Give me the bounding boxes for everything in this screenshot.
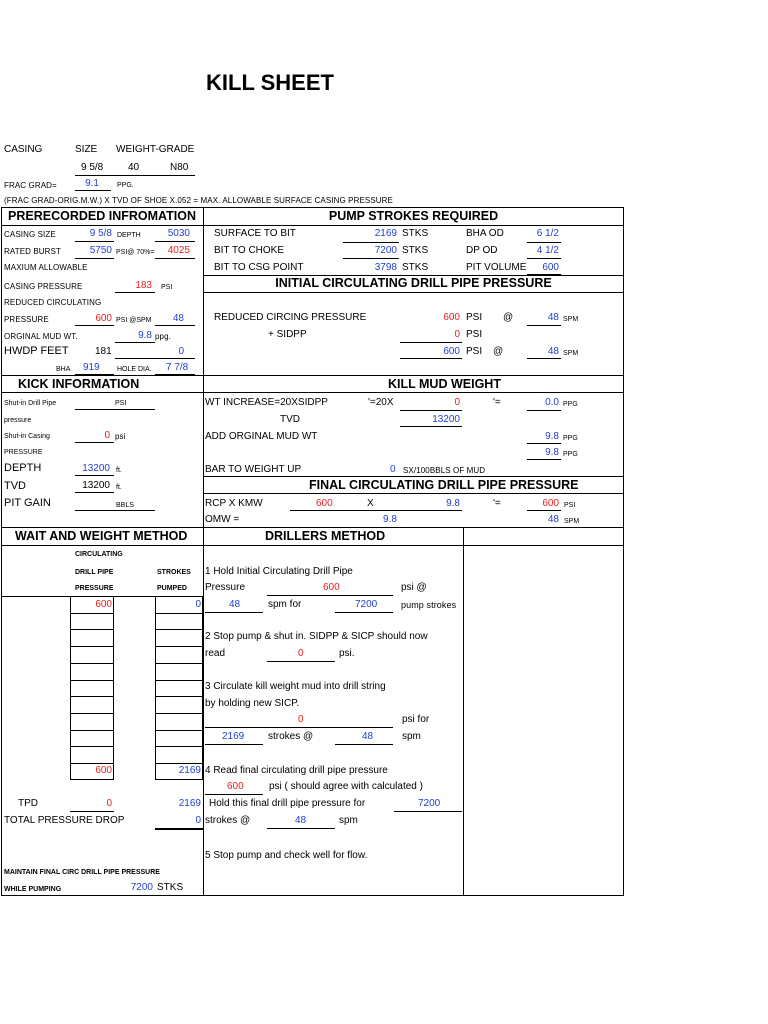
icp-sidpp-value: 0 bbox=[454, 329, 460, 340]
icp-header-bottom bbox=[204, 292, 623, 293]
pit-gain-unit: BBLS bbox=[116, 502, 134, 509]
ul bbox=[75, 325, 114, 326]
eq20x-label: '=20X bbox=[368, 397, 394, 408]
hole-dia-value: 7 7/8 bbox=[166, 362, 189, 373]
surface-to-bit-value: 2169 bbox=[374, 228, 397, 239]
ppg-label-2: PPG bbox=[563, 435, 578, 442]
pressure-label: PRESSURE bbox=[4, 315, 49, 324]
last-pressure: 600 bbox=[95, 765, 112, 776]
strokes-column-box bbox=[155, 596, 203, 780]
icp-at-label-2: @ bbox=[493, 346, 504, 357]
fcp-spm-label: SPM bbox=[564, 518, 580, 525]
orig-mud-wt-unit: ppg. bbox=[155, 332, 171, 341]
ul bbox=[75, 475, 114, 476]
stks-label-1: STKS bbox=[402, 228, 429, 239]
depth-label: DEPTH bbox=[117, 232, 141, 239]
step4-value: 600 bbox=[227, 781, 244, 792]
col2-label-1: STROKES bbox=[157, 569, 191, 576]
eq-label-1: '= bbox=[493, 397, 501, 408]
step2-psi: psi. bbox=[339, 648, 355, 659]
step2-line1: 2 Stop pump & shut in. SIDPP & SICP should now bbox=[205, 631, 428, 642]
ul bbox=[400, 358, 462, 359]
max-allow-label: MAXIUM ALLOWABLE bbox=[4, 263, 88, 272]
sidpp-label: + SIDPP bbox=[268, 329, 307, 340]
ul bbox=[527, 242, 561, 243]
size-label: SIZE bbox=[75, 144, 98, 155]
omw-label: OMW = bbox=[205, 514, 240, 525]
hwdp-label: HWDP FEET bbox=[4, 345, 69, 357]
sicp-label-2: PRESSURE bbox=[4, 449, 43, 456]
hwdp-zero: 0 bbox=[178, 346, 184, 357]
icp-reduced-value: 600 bbox=[443, 312, 460, 323]
fcp-x-label: X bbox=[367, 498, 374, 509]
psi70-value: 4025 bbox=[167, 245, 190, 256]
kick-header-bottom bbox=[1, 392, 624, 393]
ul bbox=[75, 510, 155, 511]
step3-spm-label: spm bbox=[402, 731, 421, 742]
ppg-label-1: PPG bbox=[563, 401, 578, 408]
wait-weight-header: WAIT AND WEIGHT METHOD bbox=[15, 529, 188, 543]
ul bbox=[527, 410, 561, 411]
icp-spm-label-1: SPM bbox=[563, 316, 579, 323]
reduced-pressure-value: 600 bbox=[95, 313, 112, 324]
kick-depth-value: 13200 bbox=[82, 463, 110, 474]
grid-row-line bbox=[70, 663, 114, 664]
rated-burst-value: 5750 bbox=[89, 245, 112, 256]
icp-psi-label-2: PSI bbox=[466, 329, 483, 340]
ul bbox=[75, 258, 114, 259]
frame-bottom bbox=[1, 895, 624, 896]
fcp-rcp-value: 600 bbox=[316, 498, 333, 509]
step1-strokes: 7200 bbox=[355, 599, 378, 610]
casing-label: CASING bbox=[4, 144, 43, 155]
grid-row-line bbox=[155, 730, 203, 731]
kick-header-top bbox=[1, 375, 624, 376]
psi70-label: PSI@ 70%= bbox=[116, 249, 155, 256]
ul bbox=[527, 358, 561, 359]
bar-unit: SX/100BBLS OF MUD bbox=[403, 466, 486, 475]
casing-size-label: CASING SIZE bbox=[4, 230, 56, 239]
grid-row-line bbox=[70, 730, 114, 731]
frame-left bbox=[1, 207, 2, 896]
hwdp-value: 181 bbox=[95, 346, 112, 357]
fcp-result-value: 600 bbox=[542, 498, 559, 509]
rated-burst-label: RATED BURST bbox=[4, 247, 61, 256]
wt-increase-label: WT INCREASE=20XSIDPP bbox=[205, 397, 328, 408]
col1-label-3: PRESSURE bbox=[75, 585, 114, 592]
pit-volume-value: 600 bbox=[542, 262, 559, 273]
bit-to-csg-label: BIT TO CSG POINT bbox=[214, 262, 304, 273]
frac-grad-underline bbox=[75, 190, 111, 191]
grid-row-line bbox=[155, 613, 203, 614]
ul bbox=[70, 811, 114, 812]
reduced-spm-value: 48 bbox=[172, 313, 184, 324]
ul bbox=[343, 258, 399, 259]
step3-value: 0 bbox=[298, 714, 304, 725]
while-value: 7200 bbox=[130, 882, 153, 893]
icp-spm-value-1: 48 bbox=[547, 312, 559, 323]
icp-spm-label-2: SPM bbox=[563, 350, 579, 357]
ul bbox=[343, 242, 399, 243]
add-orig-value: 9.8 bbox=[545, 431, 559, 442]
frac-grad-label: FRAC GRAD= bbox=[4, 181, 57, 190]
step2-value: 0 bbox=[298, 648, 304, 659]
frame-right bbox=[623, 207, 624, 896]
prerec-casing-size: 9 5/8 bbox=[89, 228, 112, 239]
grid-row-line bbox=[70, 646, 114, 647]
ul bbox=[527, 443, 561, 444]
pressure-column-box bbox=[70, 596, 114, 780]
ul bbox=[400, 342, 462, 343]
casing-underline bbox=[75, 175, 195, 176]
grid-row-line bbox=[70, 613, 114, 614]
ft-unit-1: ft. bbox=[116, 467, 122, 474]
frac-grad-value: 9.1 bbox=[85, 178, 99, 189]
ul bbox=[527, 258, 561, 259]
bit-to-choke-label: BIT TO CHOKE bbox=[214, 245, 285, 256]
maintain-label: MAINTAIN FINAL CIRC DRILL PIPE PRESSURE bbox=[4, 869, 160, 876]
add-orig-label: ADD ORGINAL MUD WT bbox=[205, 431, 318, 442]
ul bbox=[205, 794, 263, 795]
fcp-header-bottom bbox=[204, 493, 623, 494]
grid-row-line bbox=[155, 646, 203, 647]
fcp-header: FINAL CIRCULATING DRILL PIPE PRESSURE bbox=[309, 478, 579, 492]
icp-psi-label-3: PSI bbox=[466, 346, 483, 357]
ul bbox=[75, 241, 114, 242]
step1-line1: 1 Hold Initial Circulating Drill Pipe bbox=[205, 566, 353, 577]
first-strokes: 0 bbox=[195, 599, 201, 610]
eq20x-value: 0 bbox=[454, 397, 460, 408]
weight-grade-label: WEIGHT-GRADE bbox=[116, 144, 195, 155]
grid-row-line bbox=[155, 680, 203, 681]
step4-spm: 48 bbox=[295, 815, 307, 826]
wt-increase-value: 0.0 bbox=[545, 397, 559, 408]
tpd-value: 0 bbox=[106, 798, 112, 809]
omw-value: 9.8 bbox=[383, 514, 397, 525]
grid-row-line bbox=[70, 680, 114, 681]
bar-label: BAR TO WEIGHT UP bbox=[205, 464, 302, 475]
col1-label-1: CIRCULATING bbox=[75, 551, 123, 558]
ul bbox=[155, 258, 195, 259]
grid-row-line bbox=[155, 713, 203, 714]
sicp-unit: psi bbox=[115, 432, 126, 441]
while-label: WHILE PUMPING bbox=[4, 886, 62, 893]
hole-dia-label: HOLE DIA. bbox=[117, 366, 152, 373]
frac-formula: (FRAC GRAD-ORIG.M.W.) X TVD OF SHOE X.052 = MAX. ALLOWABLE SURFACE CASING PRESSURE bbox=[4, 196, 393, 205]
orig-mud-wt-value: 9.8 bbox=[138, 330, 152, 341]
icp-at-label-1: @ bbox=[503, 312, 514, 323]
grid-row-line bbox=[155, 746, 203, 747]
fcp-kmw-value: 9.8 bbox=[446, 498, 460, 509]
bha-label: BHA bbox=[56, 366, 71, 373]
pit-volume-label: PIT VOLUME bbox=[466, 262, 527, 273]
grid-row-line bbox=[70, 696, 114, 697]
fcp-header-top bbox=[204, 476, 623, 477]
stks-label-3: STKS bbox=[402, 262, 429, 273]
reduced-circing-label: REDUCED CIRCING PRESSURE bbox=[214, 312, 367, 323]
ul bbox=[75, 374, 114, 375]
ul bbox=[115, 292, 155, 293]
rcp-kmw-label: RCP X KMW bbox=[205, 498, 263, 509]
kmw-tvd-label: TVD bbox=[280, 414, 300, 425]
prerec-depth: 5030 bbox=[167, 228, 190, 239]
step4-note: psi ( should agree with calculated ) bbox=[269, 781, 423, 792]
casing-pressure-label: CASING PRESSURE bbox=[4, 282, 83, 291]
tvd-kick-label: TVD bbox=[4, 480, 26, 492]
icp-header: INITIAL CIRCULATING DRILL PIPE PRESSURE bbox=[275, 276, 552, 290]
total-drop-label: TOTAL PRESSURE DROP bbox=[4, 815, 125, 826]
ul bbox=[115, 342, 155, 343]
ul bbox=[527, 510, 561, 511]
step1-spm-for: spm for bbox=[268, 599, 302, 610]
sicp-value: 0 bbox=[104, 430, 110, 441]
total-drop-value: 0 bbox=[195, 815, 201, 826]
ul bbox=[527, 459, 561, 460]
step4-line1: 4 Read final circulating drill pipe pressure bbox=[205, 765, 388, 776]
step1-pump-strokes: pump strokes bbox=[401, 600, 457, 610]
ul bbox=[155, 241, 195, 242]
ul bbox=[75, 492, 114, 493]
ppg-label-3: PPG bbox=[563, 451, 578, 458]
step2-read: read bbox=[205, 648, 226, 659]
methods-header-bottom bbox=[1, 545, 624, 546]
ul bbox=[527, 274, 561, 275]
page-title: KILL SHEET bbox=[206, 70, 334, 95]
while-unit: STKS bbox=[157, 882, 184, 893]
casing-grade-value: N80 bbox=[170, 162, 189, 173]
step1-pressure-label: Pressure bbox=[205, 582, 246, 593]
sicp-label-1: Shut-in Casing bbox=[4, 433, 50, 440]
step3-psi-for: psi for bbox=[402, 714, 430, 725]
step4-spm-label: spm bbox=[339, 815, 358, 826]
header-row-line bbox=[1, 225, 624, 226]
dp-od-label: DP OD bbox=[466, 245, 498, 256]
fcp-eq-label: '= bbox=[493, 498, 501, 509]
bit-to-csg-value: 3798 bbox=[374, 262, 397, 273]
casing-pressure-unit: PSI bbox=[161, 284, 173, 291]
ft-unit-2: ft. bbox=[116, 484, 122, 491]
bha-od-label: BHA OD bbox=[466, 228, 504, 239]
ul bbox=[115, 358, 195, 359]
ul bbox=[267, 661, 335, 662]
depth-kick-label: DEPTH bbox=[4, 462, 42, 474]
step4-hold: Hold this final drill pipe pressure for bbox=[209, 798, 366, 809]
ul bbox=[394, 811, 462, 812]
icp-total-value: 600 bbox=[443, 346, 460, 357]
tpd-strokes: 2169 bbox=[178, 798, 201, 809]
bha-od-value: 6 1/2 bbox=[536, 228, 559, 239]
col2-label-2: PUMPED bbox=[157, 585, 187, 592]
drillers-header: DRILLERS METHOD bbox=[265, 529, 386, 543]
step3-line1: 3 Circulate kill weight mud into drill string bbox=[205, 681, 386, 692]
step4-strokes: 7200 bbox=[418, 798, 441, 809]
grid-row-line bbox=[70, 763, 114, 764]
frame-top bbox=[1, 207, 624, 208]
step5: 5 Stop pump and check well for flow. bbox=[205, 850, 368, 861]
icp-spm-value-2: 48 bbox=[547, 346, 559, 357]
methods-header-top bbox=[1, 527, 624, 528]
ul bbox=[205, 744, 263, 745]
ul bbox=[75, 442, 114, 443]
ul bbox=[155, 325, 195, 326]
bha-value: 919 bbox=[83, 362, 100, 373]
sidpp-label-2: pressure bbox=[4, 417, 32, 424]
prerecorded-header: PRERECORDED INFROMATION bbox=[8, 209, 196, 223]
fcp-psi-label: PSI bbox=[564, 502, 576, 509]
grid-row-line bbox=[70, 629, 114, 630]
ul bbox=[75, 409, 155, 410]
step1-pressure: 600 bbox=[323, 582, 340, 593]
ul bbox=[400, 426, 462, 427]
bit-to-choke-value: 7200 bbox=[374, 245, 397, 256]
last-strokes: 2169 bbox=[178, 765, 201, 776]
ul bbox=[205, 612, 263, 613]
ul bbox=[267, 828, 335, 829]
grid-row-line bbox=[155, 763, 203, 764]
ul bbox=[290, 510, 462, 511]
casing-size-value: 9 5/8 bbox=[81, 162, 104, 173]
step3-line2: by holding new SICP. bbox=[205, 698, 300, 709]
drillers-right-divider bbox=[463, 527, 464, 895]
grid-row-line bbox=[70, 713, 114, 714]
casing-weight-value: 40 bbox=[128, 162, 140, 173]
kmw-value: 9.8 bbox=[545, 447, 559, 458]
kick-tvd-value: 13200 bbox=[82, 480, 110, 491]
kmw-tvd-value: 13200 bbox=[432, 414, 460, 425]
casing-pressure-value: 183 bbox=[135, 280, 152, 291]
step3-strokes-at: strokes @ bbox=[268, 731, 314, 742]
grid-row-line bbox=[155, 629, 203, 630]
first-pressure: 600 bbox=[95, 599, 112, 610]
pump-strokes-header: PUMP STROKES REQUIRED bbox=[328, 209, 499, 223]
step3-spm: 48 bbox=[362, 731, 374, 742]
grid-row-line bbox=[70, 746, 114, 747]
psi-at-spm-label: PSI @SPM bbox=[116, 317, 152, 324]
ul bbox=[155, 828, 203, 830]
col1-label-2: DRILL PIPE bbox=[75, 569, 114, 576]
grid-row-line bbox=[155, 696, 203, 697]
ul bbox=[335, 612, 393, 613]
dp-od-value: 4 1/2 bbox=[536, 245, 559, 256]
surface-to-bit-label: SURFACE TO BIT bbox=[214, 228, 296, 239]
ul bbox=[267, 595, 393, 596]
kick-header: KICK INFORMATION bbox=[18, 377, 140, 391]
frame-mid-divider bbox=[203, 207, 204, 895]
grid-row-line bbox=[155, 663, 203, 664]
icp-psi-label-1: PSI bbox=[466, 312, 483, 323]
fcp-spm-value: 48 bbox=[547, 514, 559, 525]
ul bbox=[155, 374, 195, 375]
stks-label-2: STKS bbox=[402, 245, 429, 256]
frac-grad-unit: PPG. bbox=[117, 182, 134, 189]
pit-gain-label: PIT GAIN bbox=[4, 497, 51, 509]
orig-mud-wt-label: ORGINAL MUD WT. bbox=[4, 332, 78, 341]
step4-strokes-at: strokes @ bbox=[205, 815, 251, 826]
ul bbox=[335, 744, 393, 745]
bar-value: 0 bbox=[390, 464, 396, 475]
tpd-label: TPD bbox=[18, 798, 38, 809]
step1-spm: 48 bbox=[229, 599, 241, 610]
kill-mud-header: KILL MUD WEIGHT bbox=[388, 377, 501, 391]
step3-strokes: 2169 bbox=[222, 731, 245, 742]
reduced-circ-label: REDUCED CIRCULATING bbox=[4, 298, 102, 307]
sidpp-label-1: Shut-in Drill Pipe bbox=[4, 400, 57, 407]
ul bbox=[400, 410, 462, 411]
ul bbox=[527, 325, 561, 326]
ul bbox=[205, 727, 393, 728]
step1-psi-at: psi @ bbox=[401, 582, 427, 593]
sidpp-unit: PSI bbox=[115, 400, 127, 407]
